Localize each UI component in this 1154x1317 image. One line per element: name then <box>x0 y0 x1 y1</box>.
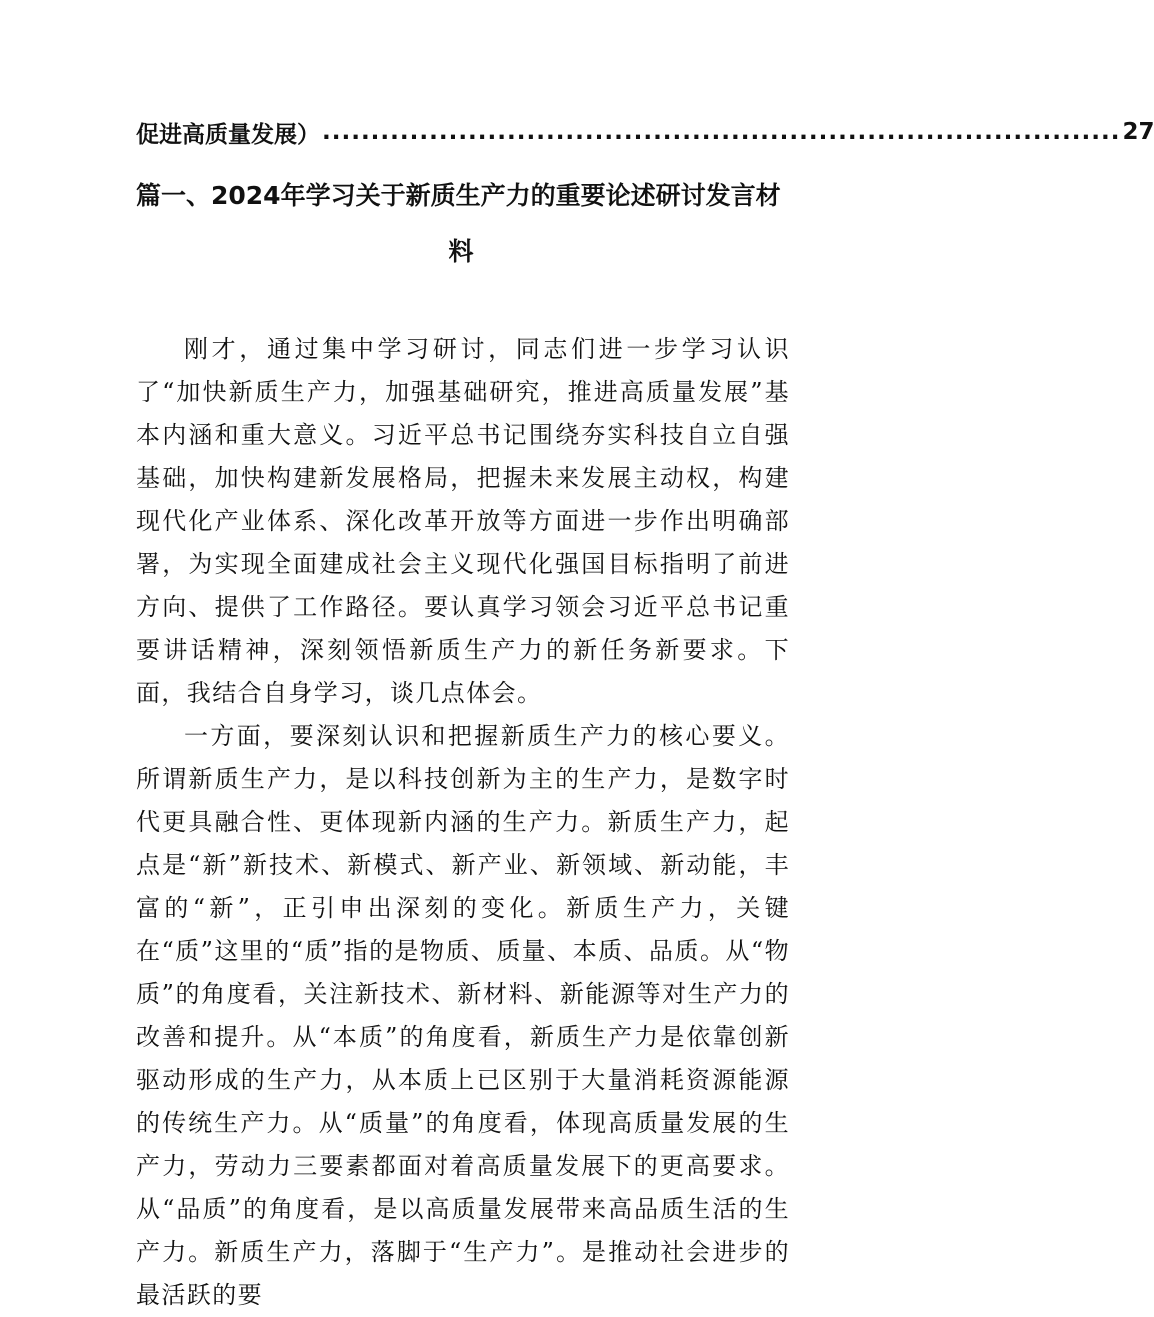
paragraph: 刚才，通过集中学习研讨，同志们进一步学习认识了“加快新质生产力，加强基础研究，推进高质量发展”基本内涵和重大意义。习近平总书记围绕夯实科技自立自强基础，加快构建新发展格局，把握未来发展主动权，构建现代化产业体系、深化改革开放等方面进一步作出明确部署，为实现全面建成社会主义现代化强国目标指明了前进方向、提供了工作路径。要认真学习领会习近平总书记重要讲话精神，深刻领悟新质生产力的新任务新要求。下面，我结合自身学习，谈几点体会。 <box>136 335 790 707</box>
section-heading-line2: 料 <box>448 237 474 266</box>
toc-page-number: 27 <box>1122 119 1154 145</box>
body-text <box>136 328 790 1317</box>
paragraph: 一方面，要深刻认识和把握新质生产力的核心要义。所谓新质生产力，是以科技创新为主的生产力，是数字时代更具融合性、更体现新内涵的生产力。新质生产力，起点是“新”新技术、新模式、新产业、新领域、新动能，丰富的“新”，正引申出深刻的变化。新质生产力，关键在“质”这里的“质”指的是物质、质量、本质、品质。从“物质”的角度看，关注新技术、新材料、新能源等对生产力的改善和提升。从“本质”的角度看，新质生产力是依靠创新驱动形成的生产力，从本质上已区别于大量消耗资源能源的传统生产力。从“质量”的角度看，体现高质量发展的生产力，劳动力三要素都面对着高质量发展下的更高要求。从“品质”的角度看，是以高质量发展带来高品质生活的生产力。新质生产力，落脚于“生产力”。是推动社会进步的最活跃的要 <box>136 722 790 1309</box>
toc-entry[interactable] <box>136 112 1154 152</box>
toc-leader-dots: .................................................................................. <box>322 119 1121 145</box>
section-heading <box>136 168 786 280</box>
section-heading-line1: 篇一、2024年学习关于新质生产力的重要论述研讨发言材 <box>136 181 781 210</box>
toc-entry-text: 促进高质量发展） <box>136 121 320 148</box>
